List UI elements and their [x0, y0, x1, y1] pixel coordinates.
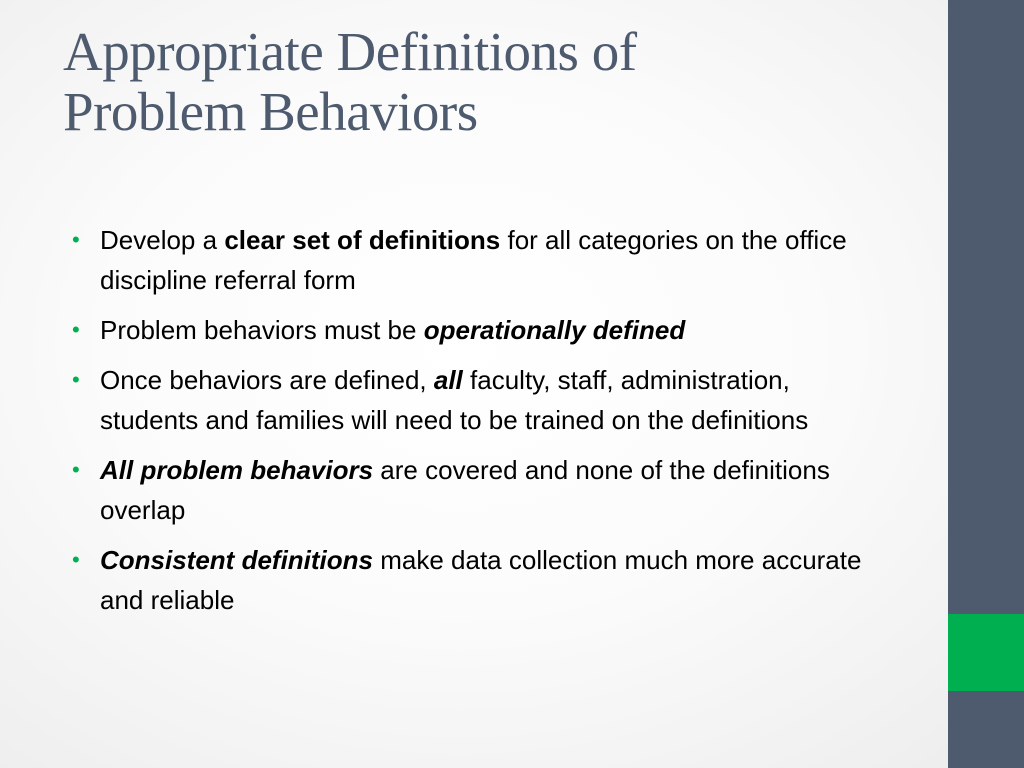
bullet-dot-icon: • — [72, 547, 80, 572]
bullet-list — [72, 220, 872, 630]
side-accent-block — [948, 614, 1024, 691]
bullet-dot-icon: • — [72, 317, 80, 342]
bullet-text-part: Problem behaviors must be — [100, 315, 424, 345]
bullet-text-part: Once behaviors are defined, — [100, 365, 434, 395]
bullet-text-part: operationally defined — [423, 315, 686, 345]
bullet-item — [72, 450, 872, 530]
bullet-item — [72, 360, 872, 440]
bullet-text-part: are covered and none of the definitions overlap — [100, 455, 830, 525]
bullet-dot-icon: • — [72, 367, 80, 392]
bullet-text-part: clear set of definitions — [224, 225, 501, 255]
bullet-item — [72, 220, 872, 300]
bullet-dot-icon: • — [72, 227, 80, 252]
bullet-text-part: Consistent definitions — [100, 545, 373, 575]
bullet-text — [100, 455, 830, 525]
bullet-dot-icon: • — [72, 457, 80, 482]
bullet-text — [100, 365, 808, 435]
bullet-text-part: for all categories on the office discipline referral form — [100, 225, 847, 295]
bullet-item — [72, 310, 872, 350]
slide-title-line-1: Appropriate Definitions of — [63, 21, 637, 82]
bullet-item — [72, 540, 872, 620]
bullet-text-part: Develop a — [100, 225, 225, 255]
bullet-text — [100, 315, 685, 345]
bullet-text — [100, 225, 847, 295]
bullet-text-part: All problem behaviors — [100, 455, 374, 485]
bullet-text-part: make data collection much more accurate and reliable — [100, 545, 862, 615]
slide-title — [63, 22, 923, 142]
bullet-text — [100, 545, 861, 615]
bullet-text-part: all — [433, 365, 463, 395]
slide-title-line-2: Problem Behaviors — [63, 81, 478, 142]
bullet-text-part: faculty, staff, administration, students and families will need to be trained on the definitions — [100, 365, 809, 435]
